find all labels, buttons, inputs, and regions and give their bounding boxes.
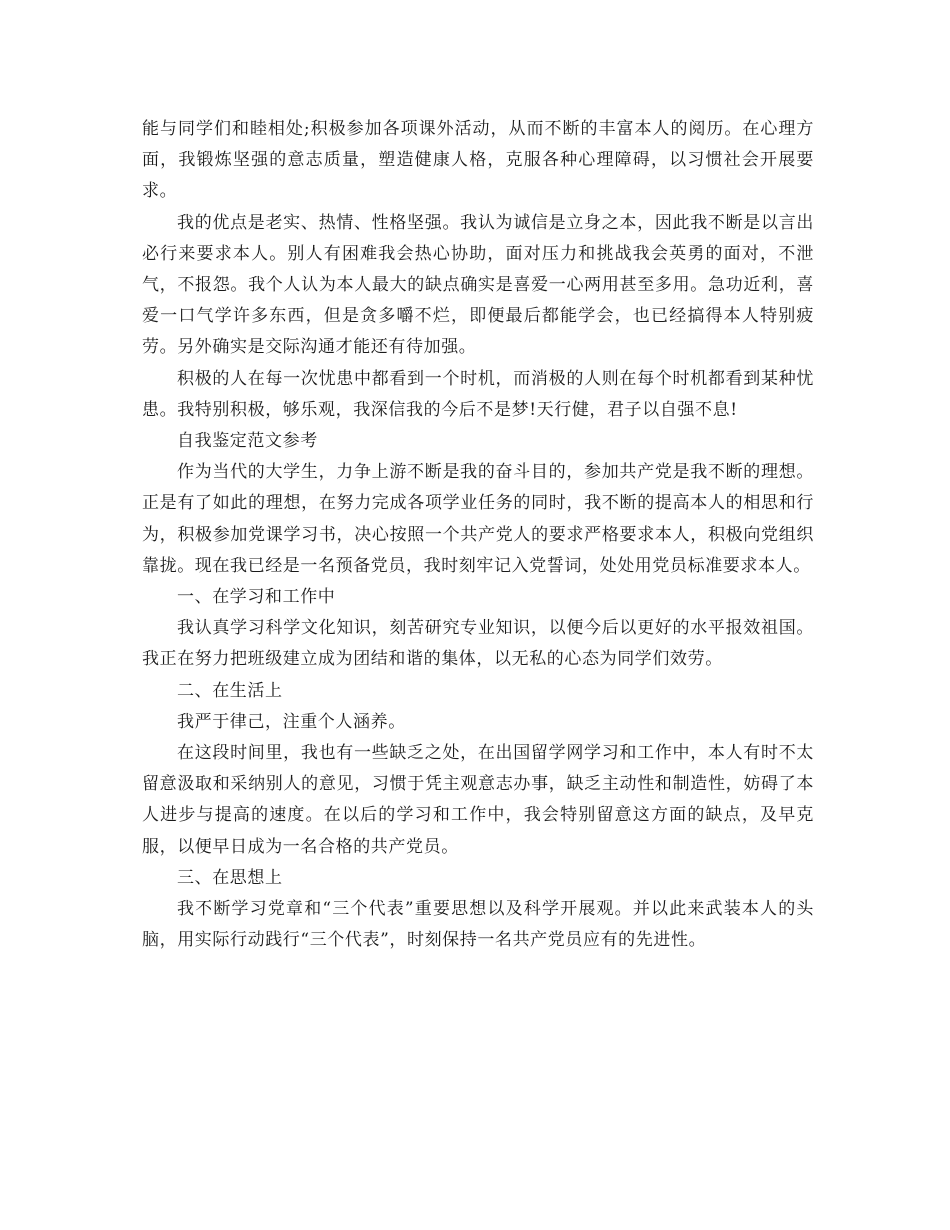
section-title-sample: 自我鉴定范文参考 bbox=[177, 431, 318, 452]
paragraph-3: 积极的人在每一次忧患中都看到一个时机，而消极的人则在每个时机都看到某种忧患。我特别积极，够乐观，我深信我的今后不是梦!天行健，君子以自强不息! bbox=[142, 368, 814, 420]
paragraph-1: 能与同学们和睦相处;积极参加各项课外活动，从而不断的丰富本人的阅历。在心理方面，我锻炼坚强的意志质量，塑造健康人格，克服各种心理障碍，以习惯社会开展要求。 bbox=[142, 119, 814, 202]
paragraph-2: 我的优点是老实、热情、性格坚强。我认为诚信是立身之本，因此我不断是以言出必行来要求本人。别人有困难我会热心协助，面对压力和挑战我会英勇的面对，不泄气，不报怨。我个人认为本人最大的缺点确实是喜爱一心两用甚至多用。急功近利，喜爱一口气学许多东西，但是贪多嚼不烂，即便最后都能学会，也已经搞得本人特别疲劳。另外确实是交际沟通才能还有待加强。 bbox=[142, 212, 814, 358]
section-heading-life: 二、在生活上 bbox=[177, 680, 283, 701]
paragraph-12: 我不断学习党章和“三个代表”重要思想以及科学开展观。并以此来武装本人的头脑，用实际行动践行“三个代表”，时刻保持一名共产党员应有的先进性。 bbox=[142, 899, 814, 951]
paragraph-9: 我严于律己，注重个人涵养。 bbox=[177, 711, 406, 732]
paragraph-5: 作为当代的大学生，力争上游不断是我的奋斗目的，参加共产党是我不断的理想。正是有了如此的理想，在努力完成各项学业任务的同时，我不断的提高本人的相思和行为，积极参加党课学习书，决心按照一个共产党人的要求严格要求本人，积极向党组织靠拢。现在我已经是一名预备党员，我时刻牢记入党誓词，处处用党员标准要求本人。 bbox=[142, 462, 814, 576]
section-heading-study-work: 一、在学习和工作中 bbox=[177, 587, 336, 608]
section-heading-thought: 三、在思想上 bbox=[177, 867, 283, 888]
paragraph-7: 我认真学习科学文化知识，刻苦研究专业知识，以便今后以更好的水平报效祖国。我正在努力把班级建立成为团结和谐的集体，以无私的心态为同学们效劳。 bbox=[142, 618, 814, 670]
paragraph-10: 在这段时间里，我也有一些缺乏之处，在出国留学网学习和工作中，本人有时不太留意汲取和采纳别人的意见，习惯于凭主观意志办事，缺乏主动性和制造性，妨碍了本人进步与提高的速度。在以后的学习和工作中，我会特别留意这方面的缺点，及早克服，以便早日成为一名合格的共产党员。 bbox=[142, 743, 814, 857]
document-body bbox=[142, 114, 814, 956]
